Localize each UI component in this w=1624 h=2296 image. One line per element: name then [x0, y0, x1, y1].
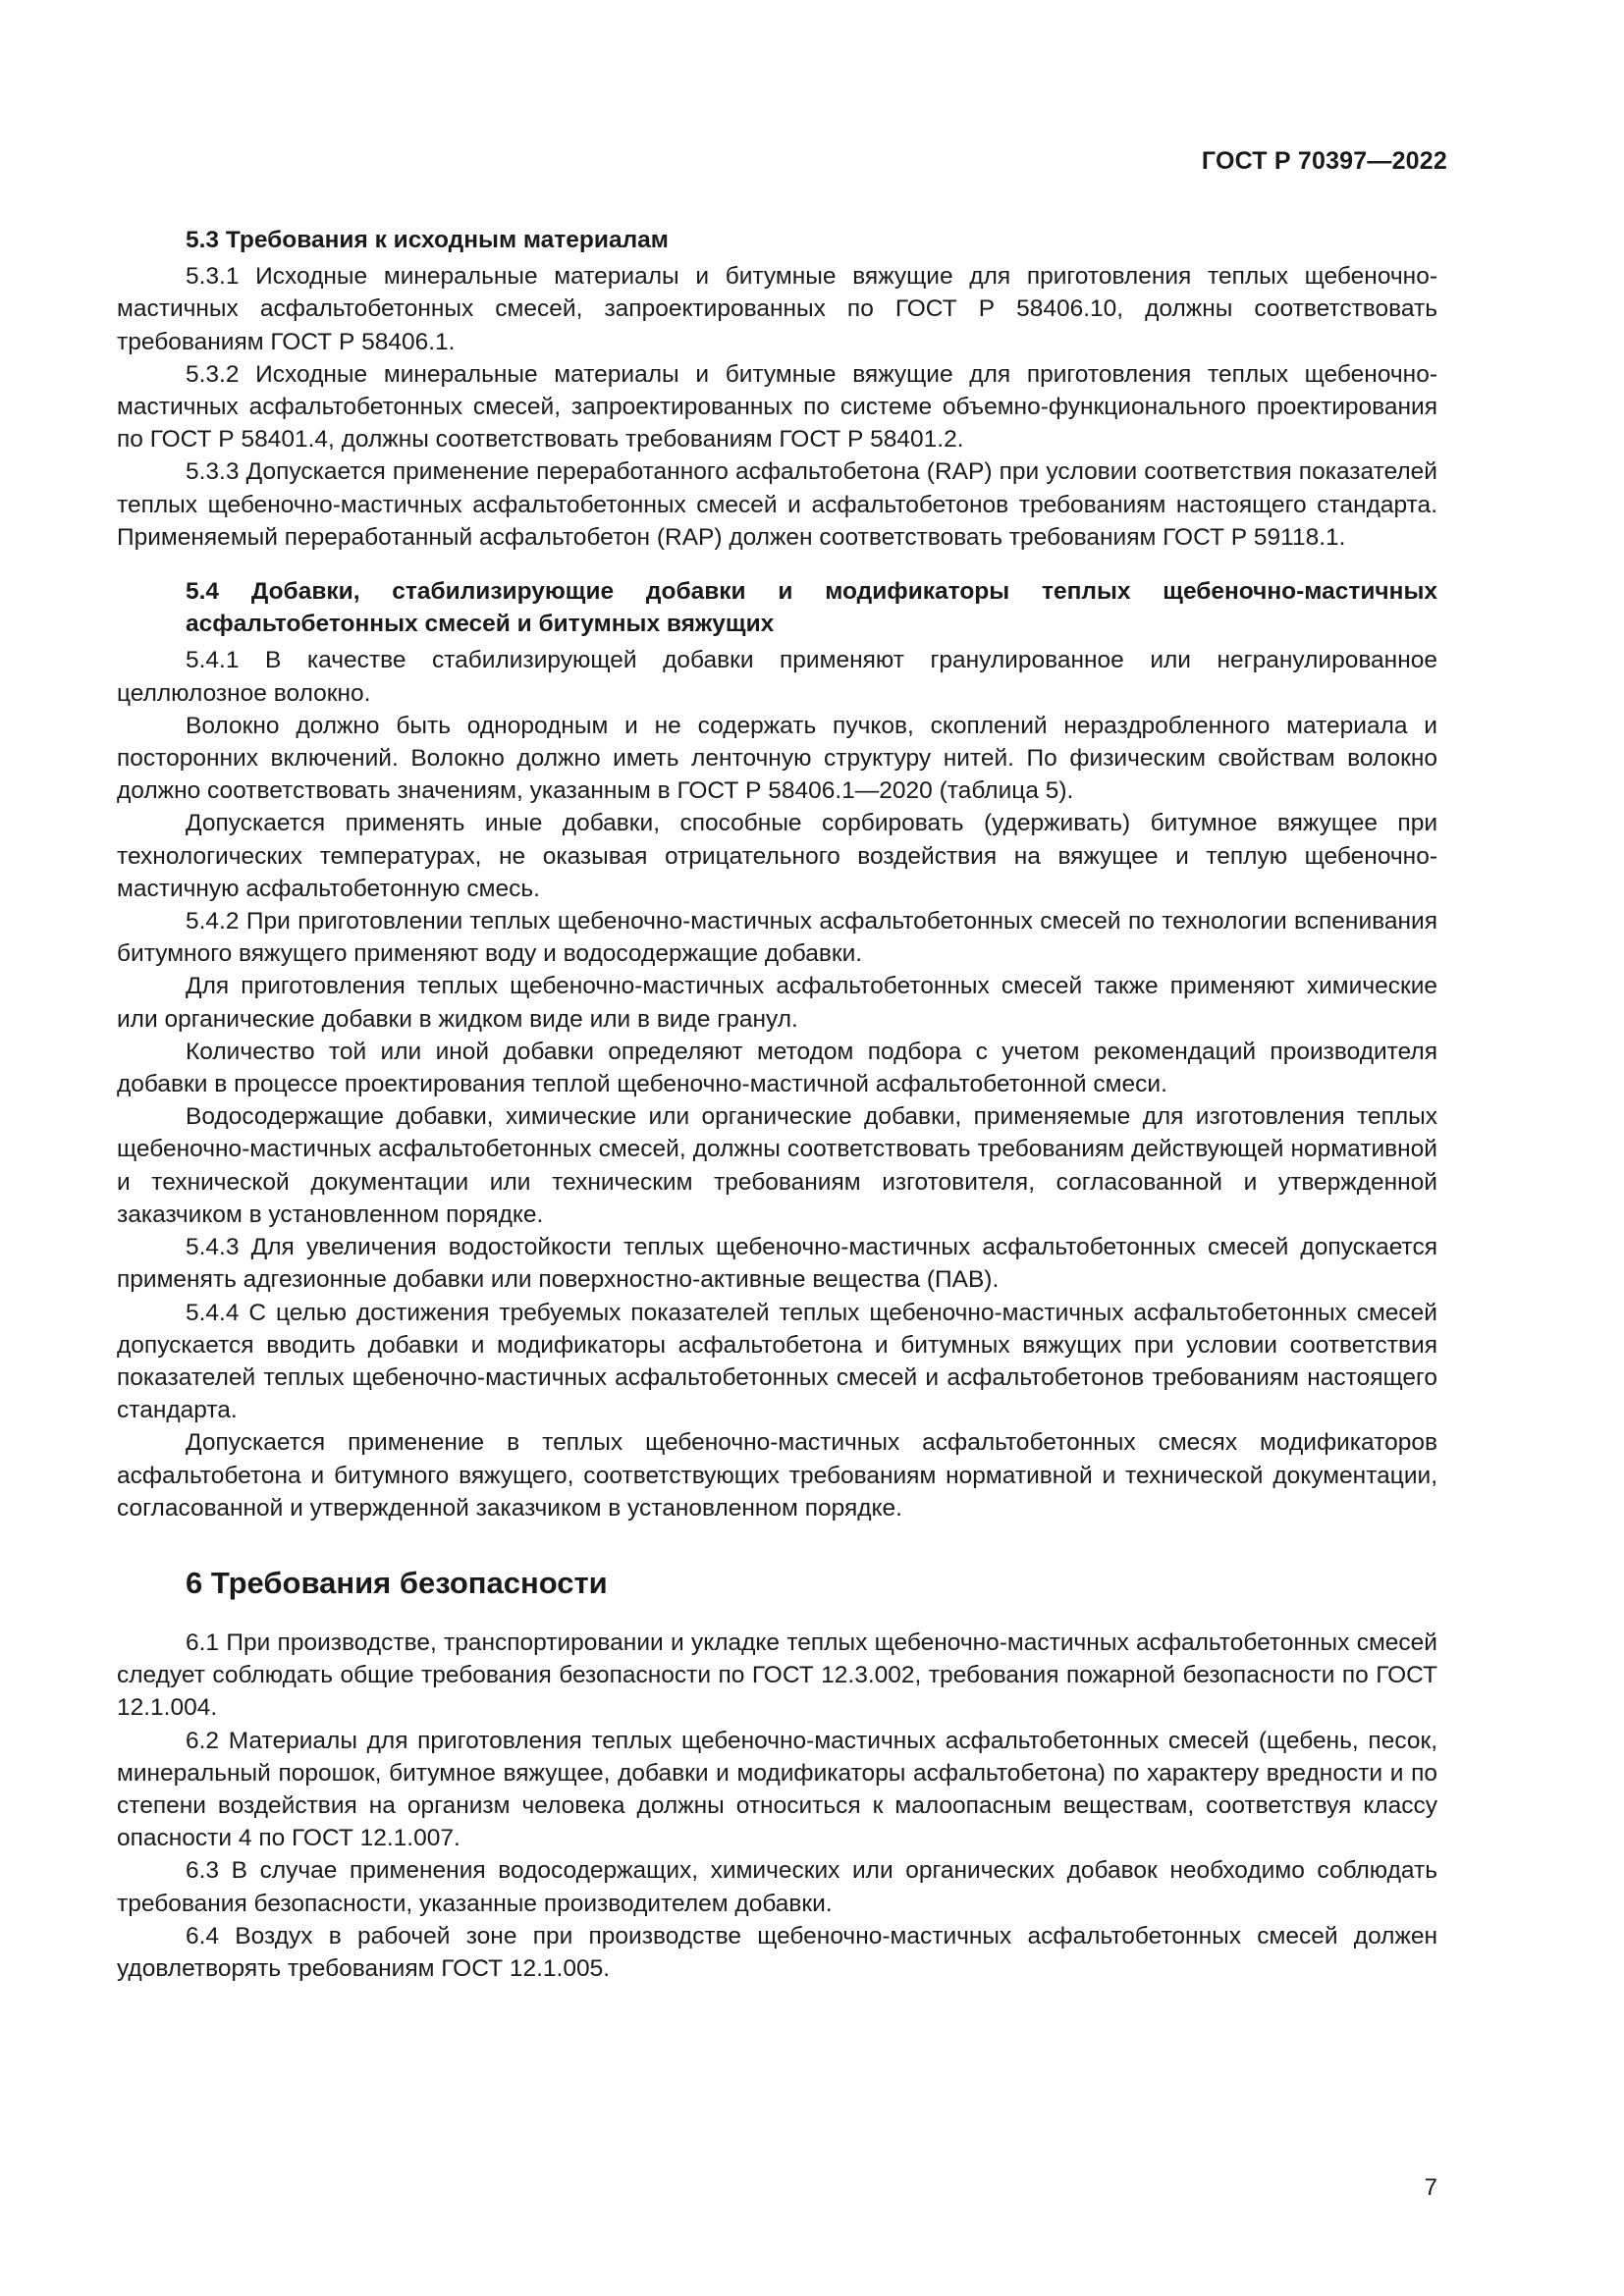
- paragraph-6-4: 6.4 Воздух в рабочей зоне при производстве щебеночно-мастичных асфальтобетонных смесей должен удовлетворять требованиям ГОСТ 12.1.005.: [117, 1922, 1437, 1982]
- paragraph-6-1: 6.1 При производстве, транспортировании и укладке теплых щебеночно-мастичных асфальтобетонных смесей следует соблюдать общие требования безопасности по ГОСТ 12.3.002, требования пожарной безопасности по ГОСТ 12.1.004.: [117, 1629, 1437, 1722]
- page-content: [117, 224, 1437, 1985]
- document-header-standard-id: ГОСТ Р 70397—2022: [1201, 147, 1447, 175]
- page-number: 7: [1424, 2174, 1437, 2201]
- paragraph-chemical-additives: Для приготовления теплых щебеночно-мастичных асфальтобетонных смесей также применяют химические или органические добавки в жидком виде или в виде гранул.: [117, 973, 1437, 1033]
- paragraph-5-3-3: 5.3.3 Допускается применение переработанного асфальтобетона (RAP) при условии соответствия показателей теплых щебеночно-мастичных асфальтобетонных смесей и асфальтобетонов требованиям настоящего стандарта. Применяемый переработанный асфальтобетон (RAP) должен соответствовать требованиям ГОСТ Р 59118.1.: [117, 458, 1437, 551]
- paragraph-5-4-2: 5.4.2 При приготовлении теплых щебеночно-мастичных асфальтобетонных смесей по технологии вспенивания битумного вяжущего применяют воду и водосодержащие добавки.: [117, 908, 1437, 968]
- section-title-6: 6 Требования безопасности: [186, 1565, 608, 1600]
- paragraph-modifiers: Допускается применение в теплых щебеночно-мастичных асфальтобетонных смесях модификаторов асфальтобетона и битумного вяжущего, соответствующих требованиям нормативной и технической документации, согласованной и утвержденной заказчиком в установленном порядке.: [117, 1429, 1437, 1522]
- paragraph-other-additives: Допускается применять иные добавки, способные сорбировать (удерживать) битумное вяжущее при технологических температурах, не оказывая отрицательного воздействия на вяжущее и теплую щебеночно-мастичную асфальтобетонную смесь.: [117, 810, 1437, 902]
- paragraph-additive-documentation: Водосодержащие добавки, химические или органические добавки, применяемые для изготовления теплых щебеночно-мастичных асфальтобетонных смесей, должны соответствовать требованиям действующей нормативной и технической документации или техническим требованиям изготовителя, согласованной и утвержденной заказчиком в установленном порядке.: [117, 1103, 1437, 1228]
- paragraph-5-4-4: 5.4.4 С целью достижения требуемых показателей теплых щебеночно-мастичных асфальтобетонных смесей допускается вводить добавки и модификаторы асфальтобетона и битумных вяжущих при условии соответствия показателей теплых щебеночно-мастичных асфальтобетонных смесей и асфальтобетонов требованиям настоящего стандарта.: [117, 1299, 1437, 1424]
- paragraph-5-3-2: 5.3.2 Исходные минеральные материалы и битумные вяжущие для приготовления теплых щебеночно-мастичных асфальтобетонных смесей, запроектированных по системе объемно-функционального проектирования по ГОСТ Р 58401.4, должны соответствовать требованиям ГОСТ Р 58401.2.: [117, 360, 1437, 454]
- subsection-title-5-4: 5.4 Добавки, стабилизирующие добавки и модификаторы теплых щебеночно-мастичных асфальтобетонных смесей и битумных вяжущих: [186, 578, 1437, 638]
- paragraph-6-2: 6.2 Материалы для приготовления теплых щебеночно-мастичных асфальтобетонных смесей (щебень, песок, минеральный порошок, битумное вяжущее, добавки и модификаторы асфальтобетона) по характеру вредности и по степени воздействия на организм человека должны относиться к малоопасным веществам, соответствуя классу опасности 4 по ГОСТ 12.1.007.: [117, 1727, 1437, 1852]
- paragraph-5-3-1: 5.3.1 Исходные минеральные материалы и битумные вяжущие для приготовления теплых щебеночно-мастичных асфальтобетонных смесей, запроектированных по ГОСТ Р 58406.10, должны соответствовать требованиям ГОСТ Р 58406.1.: [117, 263, 1437, 355]
- paragraph-6-3: 6.3 В случае применения водосодержащих, химических или органических добавок необходимо соблюдать требования безопасности, указанные производителем добавки.: [117, 1857, 1437, 1917]
- paragraph-5-4-3: 5.4.3 Для увеличения водостойкости теплых щебеночно-мастичных асфальтобетонных смесей допускается применять адгезионные добавки или поверхностно-активные вещества (ПАВ).: [117, 1234, 1437, 1294]
- paragraph-fiber-requirements: Волокно должно быть однородным и не содержать пучков, скоплений нераздробленного материала и посторонних включений. Волокно должно иметь ленточную структуру нитей. По физическим свойствам волокно должно соответствовать значениям, указанным в ГОСТ Р 58406.1—2020 (таблица 5).: [117, 712, 1437, 805]
- paragraph-5-4-1: 5.4.1 В качестве стабилизирующей добавки применяют гранулированное или негранулированное целлюлозное волокно.: [117, 647, 1437, 707]
- paragraph-additive-quantity: Количество той или иной добавки определяют методом подбора с учетом рекомендаций производителя добавки в процессе проектирования теплой щебеночно-мастичной асфальтобетонной смеси.: [117, 1038, 1437, 1098]
- subsection-title-5-3: 5.3 Требования к исходным материалам: [186, 227, 669, 253]
